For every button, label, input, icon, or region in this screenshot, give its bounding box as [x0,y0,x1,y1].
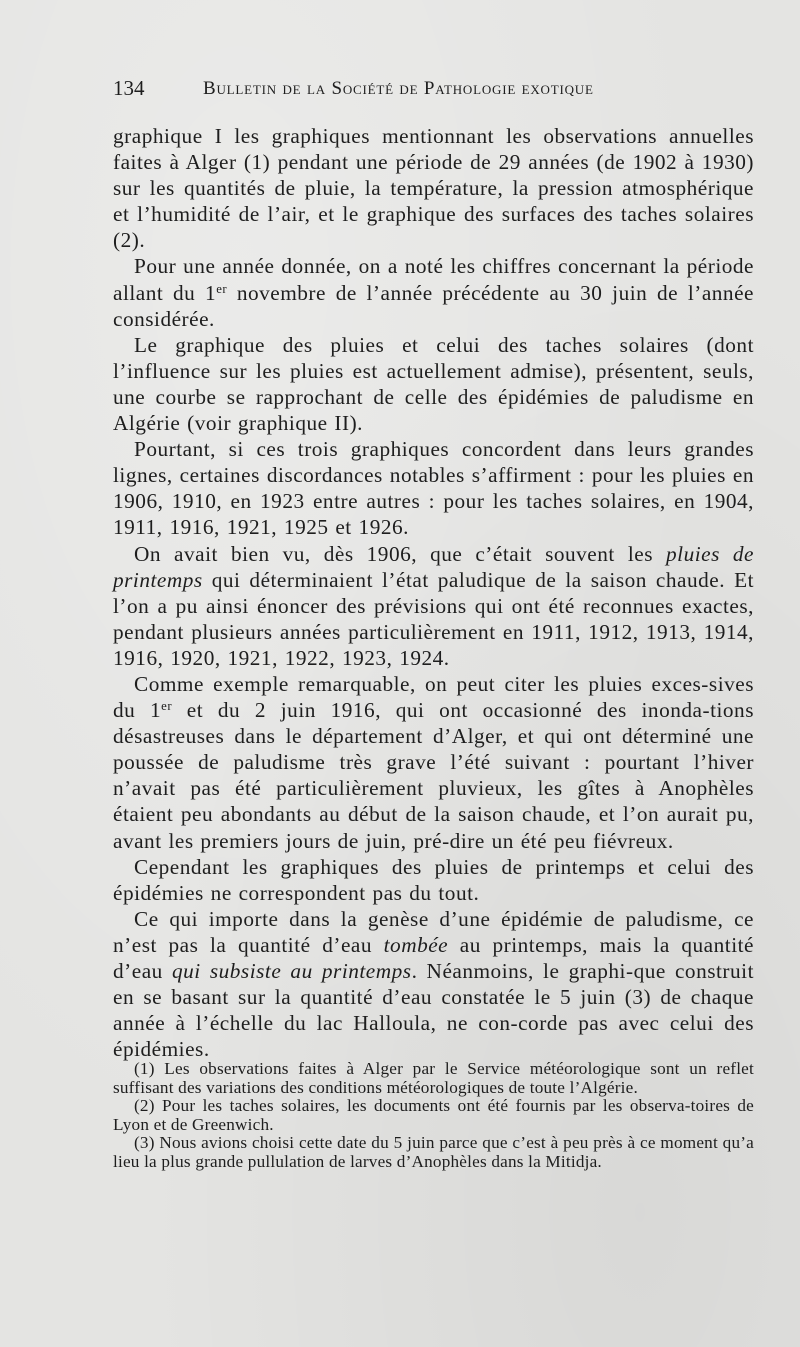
italic-phrase: pluies de printemps [113,541,755,592]
footnote-1: (1) Les observations faites à Alger par le Service météorologique sont un reflet suffisant des variations des conditions météorologiques de toute l’Algérie. [113,1059,754,1097]
paragraph-2-part-b: novembre de l’année précédente au 30 juin de l’année considérée. [113,280,754,331]
paragraph-6-part-b: et du 2 juin 1916, qui ont occasionné des inonda-tions désastreuses dans le département d’Alger, et qui ont déterminé une poussée de paludisme très grave l’été suivant : pourtant l’hiver n’avait pas été particulièrement pluvieux, les gîtes à Anophèles étaient peu abondants au début de la saison chaude, et l’on aurait pu, avant les premiers jours de juin, pré-dire un été peu fiévreux. [113,698,754,853]
paragraph-6-part-a: Comme exemple remarquable, on peut citer les pluies exces-sives du 1 [113,671,754,723]
paragraph-8-part-b: au printemps, mais la quantité d’eau [113,932,754,983]
paragraph-4: Pourtant, si ces trois graphiques concordent dans leurs grandes lignes, certaines discordances notables s’affirment : pour les pluies en 1906, 1910, en 1923 entre autres : pour les taches solaires, en 1904, 1911, 1916, 1921, 1925 et 1926. [113,437,754,540]
footnotes [113,1060,754,1172]
paragraph-5 [113,541,754,671]
page-number: 134 [113,76,145,100]
paragraph-5-part-a: On avait bien vu, dès 1906, que c’était souvent les [134,541,667,566]
paragraph-8 [113,906,754,1063]
footnote-2: (2) Pour les taches solaires, les documents ont été fournis par les observa-toires de Lyon et de Greenwich. [113,1096,754,1134]
italic-word: tombée [383,932,449,957]
journal-title: Bulletin de la Société de Pathologie exotique [203,78,594,99]
ordinal-superscript: er [216,281,228,296]
paragraph-2 [113,253,754,331]
ordinal-superscript: er [161,699,173,714]
paragraph-5-part-b: qui déterminaient l’état paludique de la saison chaude. Et l’on a pu ainsi énoncer des prévisions qui ont été reconnues exactes, pendant plusieurs années particulièrement en 1911, 1912, 1913, 1914, 1916, 1920, 1921, 1922, 1923, 1924. [113,567,754,670]
paragraph-6 [113,671,754,854]
footnote-3: (3) Nous avions choisi cette date du 5 juin parce que c’est à peu près à ce moment qu’a lieu la plus grande pullulation de larves d’Anophèles dans la Mitidja. [113,1133,754,1171]
paragraph-1: graphique I les graphiques mentionnant les observations annuelles faites à Alger (1) pendant une période de 29 années (de 1902 à 1930) sur les quantités de pluie, la température, la pression atmosphérique et l’humidité de l’air, et le graphique des surfaces des taches solaires (2). [113,124,754,253]
paragraph-8-part-c: . Néanmoins, le graphi-que construit en se basant sur la quantité d’eau constatée le 5 juin (3) de chaque année à l’échelle du lac Halloula, ne con-corde pas avec celui des épidémies. [113,959,754,1062]
article-body [113,123,754,1062]
paragraph-7: Cependant les graphiques des pluies de printemps et celui des épidémies ne correspondent pas du tout. [113,854,754,905]
paragraph-8-part-a: Ce qui importe dans la genèse d’une épidémie de paludisme, ce n’est pas la quantité d’eau [113,906,754,957]
paragraph-3: Le graphique des pluies et celui des taches solaires (dont l’influence sur les pluies est actuellement admise), présentent, seuls, une courbe se rapprochant de celle des épidémies de paludisme en Algérie (voir graphique II). [113,332,754,436]
italic-phrase: qui subsiste au printemps [171,959,412,983]
paragraph-2-part-a: Pour une année donnée, on a noté les chiffres concernant la période allant du 1 [113,254,754,305]
running-head [113,76,753,102]
